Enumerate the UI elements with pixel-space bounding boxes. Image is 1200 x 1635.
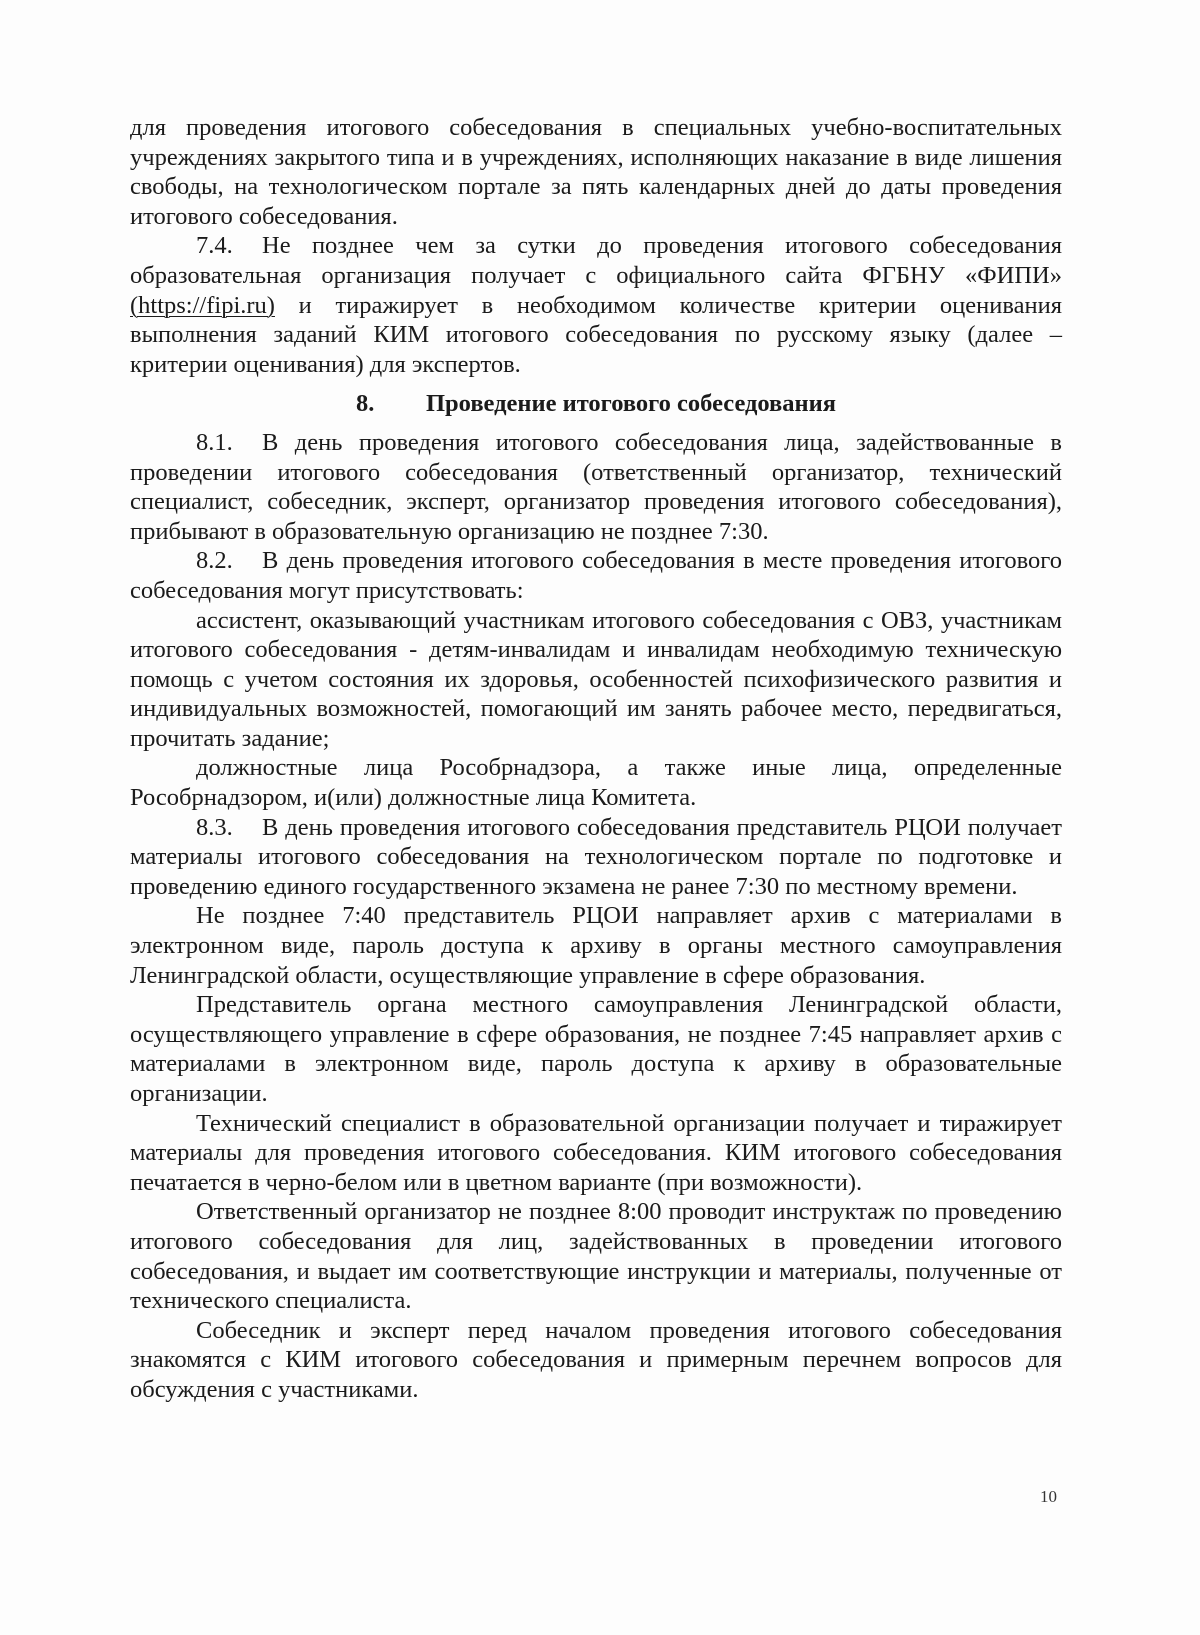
list-item-officials: должностные лица Рособрнадзора, а также иные лица, определенные Рособрнадзором, и(или) должностные лица Комитета. <box>130 754 1062 812</box>
section-number: 8. <box>356 390 375 418</box>
paragraph-8-2 <box>130 546 1062 605</box>
paragraph-text: В день проведения итогового собеседования в месте проведения итогового собеседования могут присутствовать: <box>130 547 1062 604</box>
list-item-assistant: ассистент, оказывающий участникам итогового собеседования с ОВЗ, участникам итогового собеседования - детям-инвалидам и инвалидам необходимую техническую помощь с учетом состояния их здоровья, особенностей психофизического развития и индивидуальных возможностей, помогающий им занять рабочее место, передвигаться, прочитать задание; <box>130 606 1062 752</box>
document-body <box>130 113 1062 1405</box>
paragraph-number: 8.1. <box>196 428 233 456</box>
paragraph-local-authority: Представитель органа местного самоуправления Ленинградской области, осуществляющего управление в сфере образования, не позднее 7:45 направляет архив с материалами в электронном виде, пароль доступа к архиву в образовательные организации. <box>130 991 1062 1107</box>
paragraph-text: В день проведения итогового собеседования представитель РЦОИ получает материалы итогового собеседования на технологическом портале по подготовке и проведению единого государственного экзамена не ранее 7:30 по местному времени. <box>130 813 1062 900</box>
paragraph-tech-specialist: Технический специалист в образовательной организации получает и тиражирует материалы для проведения итогового собеседования. КИМ итогового собеседования печатается в черно-белом или в цветном варианте (при возможности). <box>130 1109 1062 1196</box>
section-heading <box>130 389 1062 419</box>
section-title: Проведение итогового собеседования <box>426 390 836 418</box>
paragraph-continuation: для проведения итогового собеседования в специальных учебно-воспитательных учреждениях закрытого типа и в учреждениях, исполняющих наказание в виде лишения свободы, на технологическом портале за пять календарных дней до даты проведения итогового собеседования. <box>130 114 1062 230</box>
paragraph-7-4 <box>130 231 1062 379</box>
fipi-link[interactable]: (https://fipi.ru) <box>130 291 275 319</box>
page-number: 10 <box>1040 1487 1057 1506</box>
paragraph-text-continued: и тиражирует в необходимом количестве критерии оценивания выполнения заданий КИМ итогового собеседования по русскому языку (далее – критерии оценивания) для экспертов. <box>130 291 1062 378</box>
paragraph-number: 8.2. <box>196 547 233 575</box>
paragraph-text: Не позднее чем за сутки до проведения итогового собеседования образовательная организация получает с официального сайта ФГБНУ «ФИПИ» <box>130 232 1062 289</box>
paragraph-8-1 <box>130 428 1062 546</box>
paragraph-rcoi-archive: Не позднее 7:40 представитель РЦОИ направляет архив с материалами в электронном виде, пароль доступа к архиву в органы местного самоуправления Ленинградской области, осуществляющие управление в сфере образования. <box>130 902 1062 989</box>
paragraph-interviewer-expert: Собеседник и эксперт перед началом проведения итогового собеседования знакомятся с КИМ итогового собеседования и примерным перечнем вопросов для обсуждения с участниками. <box>130 1316 1062 1403</box>
paragraph-text: В день проведения итогового собеседования лица, задействованные в проведении итогового собеседования (ответственный организатор, технический специалист, собеседник, эксперт, организатор проведения итогового собеседования), прибывают в образовательную организацию не позднее 7:30. <box>130 428 1062 545</box>
paragraph-number: 7.4. <box>196 232 233 260</box>
paragraph-number: 8.3. <box>196 813 233 841</box>
paragraph-responsible-organizer: Ответственный организатор не позднее 8:00 проводит инструктаж по проведению итогового собеседования для лиц, задействованных в проведении итогового собеседования, и выдает им соответствующие инструкции и материалы, полученные от технического специалиста. <box>130 1198 1062 1315</box>
paragraph-8-3 <box>130 813 1062 902</box>
